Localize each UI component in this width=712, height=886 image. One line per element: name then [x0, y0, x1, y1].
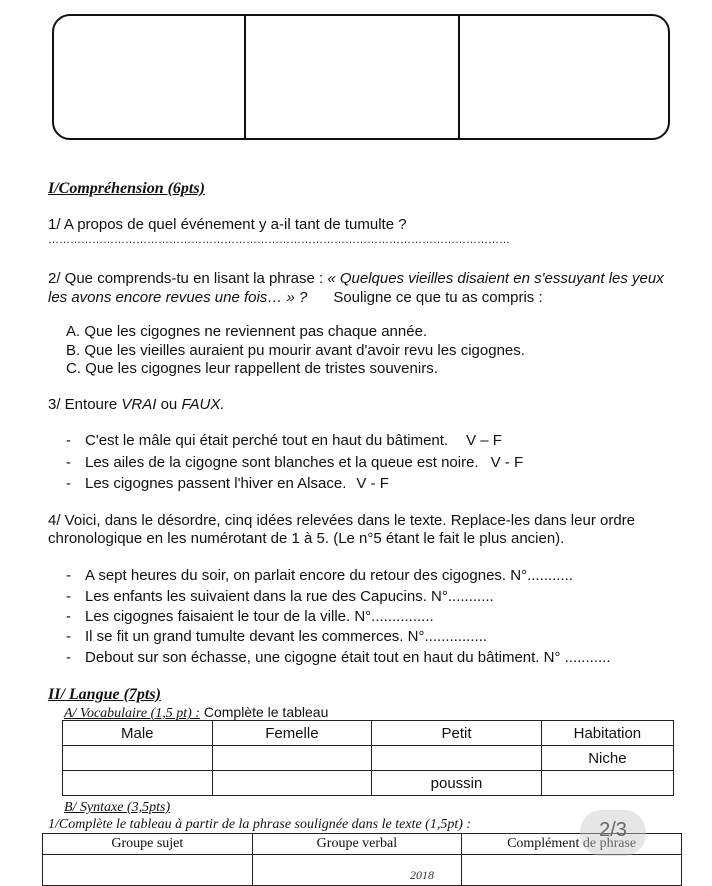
- syntax-cell[interactable]: [462, 855, 682, 886]
- q4-item-2: - Les enfants les suivaient dans la rue des Capucins. N°...........: [66, 588, 494, 605]
- table-row: [63, 771, 674, 796]
- section2-heading: II/ Langue (7pts): [48, 686, 161, 703]
- q4-item-4: - Il se fit un grand tumulte devant les commerces. N°...............: [66, 628, 487, 645]
- q1-answer-line: ………………………………………………………………………………………………………………: [48, 234, 510, 246]
- section1-heading: I/Compréhension (6pts): [48, 180, 205, 197]
- syntax-label: B/ Syntaxe (3,5pts): [64, 800, 171, 815]
- q3-item-3-text: Les cigognes passent l'hiver en Alsace.: [85, 475, 347, 492]
- q3-item-2-text: Les ailes de la cigogne sont blanches et la queue est noire.: [85, 454, 479, 471]
- vocab-table: [62, 720, 674, 796]
- q2-option-c: C. Que les cigognes leur rappellent de tristes souvenirs.: [66, 360, 438, 377]
- vocab-cell[interactable]: [212, 746, 372, 771]
- q2-lead: 2/ Que comprends-tu en lisant la phrase :: [48, 270, 328, 287]
- vocab-header-male: Male: [63, 721, 213, 746]
- table-row: [43, 855, 682, 886]
- q3-lead: 3/ Entoure: [48, 396, 122, 413]
- vocab-instruction: Complète le tableau: [199, 704, 329, 720]
- q4-item-2-text: Les enfants les suivaient dans la rue des Capucins. N°...........: [85, 588, 494, 605]
- q2-option-a: A. Que les cigognes ne reviennent pas chaque année.: [66, 323, 428, 340]
- q3-item-2: - Les ailes de la cigogne sont blanches et la queue est noire. V - F: [66, 454, 524, 471]
- vocab-cell[interactable]: [212, 771, 372, 796]
- vocab-header-row: [63, 721, 674, 746]
- q3-item-3: - Les cigognes passent l'hiver en Alsace. V - F: [66, 475, 389, 492]
- table-row: [63, 746, 674, 771]
- q2-line2: [48, 289, 543, 306]
- q3-vrai: VRAI: [121, 396, 157, 413]
- q3-item-1-text: C'est le mâle qui était perché tout en haut du bâtiment.: [85, 432, 449, 449]
- q3-prompt: [48, 396, 225, 413]
- syntax-cell[interactable]: [43, 855, 253, 886]
- q4-line2: chronologique en les numérotant de 1 à 5. (Le n°5 étant le fait le plus ancien).: [48, 530, 565, 547]
- q2-quote-line1: « Quelques vieilles disaient en s'essuyant les yeux: [327, 270, 664, 287]
- q3-ou: ou: [156, 396, 182, 413]
- q3-item-1-choice: V – F: [466, 432, 502, 449]
- page-indicator: 2/3: [580, 810, 646, 856]
- q3-faux: FAUX.: [181, 396, 225, 413]
- vocab-cell[interactable]: [541, 771, 673, 796]
- header-box-divider-2: [458, 16, 460, 138]
- q2-instruction: Souligne ce que tu as compris :: [333, 289, 543, 306]
- vocab-cell: poussin: [372, 771, 542, 796]
- vocab-label: A/ Vocabulaire (1,5 pt) :: [64, 706, 200, 721]
- q3-item-2-choice: V - F: [490, 454, 524, 471]
- header-box: [52, 14, 670, 140]
- vocab-cell[interactable]: [63, 771, 213, 796]
- q2-line1: [48, 270, 664, 287]
- q4-item-4-text: Il se fit un grand tumulte devant les commerces. N°...............: [85, 628, 487, 645]
- q4-item-3: - Les cigognes faisaient le tour de la ville. N°...............: [66, 608, 434, 625]
- syntax-header-sujet: Groupe sujet: [43, 834, 253, 855]
- q2-quote-line2: les avons encore revues une fois… » ?: [48, 289, 308, 306]
- vocab-header-petit: Petit: [372, 721, 542, 746]
- vocab-cell[interactable]: [372, 746, 542, 771]
- vocab-header-femelle: Femelle: [212, 721, 372, 746]
- q4-item-1: - A sept heures du soir, on parlait encore du retour des cigognes. N°...........: [66, 567, 573, 584]
- syntax-header-complement: Complément de phrase: [462, 834, 682, 855]
- q4-item-5-text: Debout sur son échasse, une cigogne était tout en haut du bâtiment. N° ...........: [85, 649, 611, 666]
- q4-item-1-text: A sept heures du soir, on parlait encore du retour des cigognes. N°...........: [85, 567, 573, 584]
- stamp-text: 2018: [410, 868, 434, 882]
- vocab-cell[interactable]: [63, 746, 213, 771]
- header-box-divider-1: [244, 16, 246, 138]
- q3-item-3-choice: V - F: [356, 475, 389, 492]
- q4-line1: 4/ Voici, dans le désordre, cinq idées relevées dans le texte. Replace-les dans leur ordre: [48, 512, 635, 529]
- q4-item-3-text: Les cigognes faisaient le tour de la ville. N°...............: [85, 608, 434, 625]
- syntax-header-verbal: Groupe verbal: [252, 834, 462, 855]
- q4-item-5: - Debout sur son échasse, une cigogne était tout en haut du bâtiment. N° ...........: [66, 649, 611, 666]
- syntax-instruction: 1/Complète le tableau à partir de la phrase soulignée dans le texte (1,5pt) :: [48, 817, 472, 832]
- vocab-header-habitation: Habitation: [541, 721, 673, 746]
- q1-text: 1/ A propos de quel événement y a-il tant de tumulte ?: [48, 216, 407, 233]
- stamp-year: [398, 868, 434, 883]
- q2-option-b: B. Que les vieilles auraient pu mourir avant d'avoir revu les cigognes.: [66, 342, 525, 359]
- vocab-cell: Niche: [541, 746, 673, 771]
- q3-item-1: - C'est le mâle qui était perché tout en haut du bâtiment. V – F: [66, 432, 502, 449]
